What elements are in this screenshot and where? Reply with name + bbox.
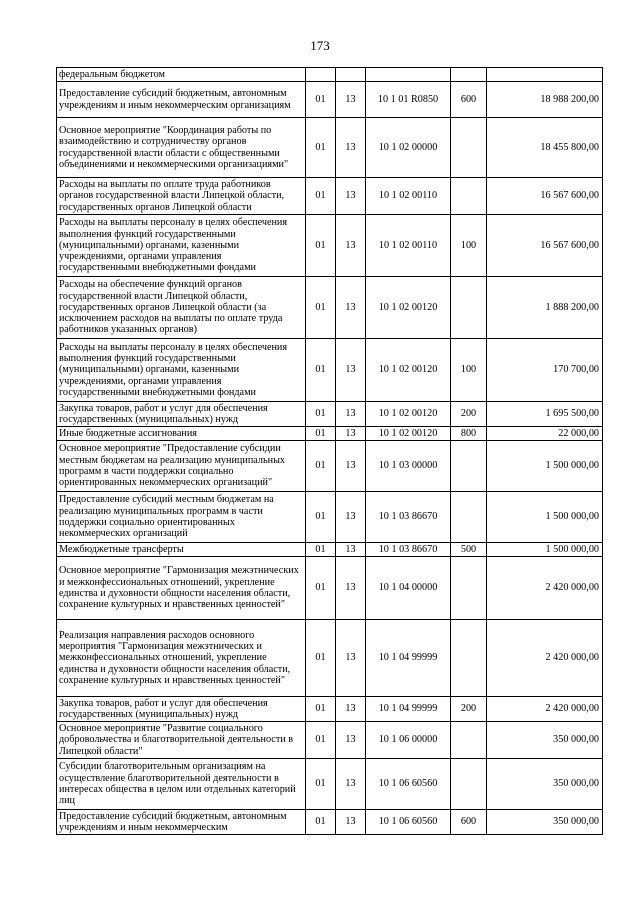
row-amount: 350 000,00: [487, 722, 603, 759]
row-name: Субсидии благотворительным организациям на осуществление благотворительной деятельности в интересах общества в целом или отдельных категорий лиц: [57, 759, 306, 810]
row-subsection: 13: [336, 759, 366, 810]
row-target-code: 10 1 06 60560: [366, 759, 451, 810]
row-expense-type: [451, 68, 487, 82]
row-section: 01: [306, 427, 336, 441]
row-target-code: 10 1 03 00000: [366, 441, 451, 492]
row-expense-type: [451, 441, 487, 492]
table-row: [57, 68, 603, 82]
row-section: 01: [306, 620, 336, 697]
row-subsection: 13: [336, 441, 366, 492]
row-amount: 1 500 000,00: [487, 492, 603, 543]
row-target-code: [366, 68, 451, 82]
row-amount: 1 500 000,00: [487, 543, 603, 557]
row-subsection: 13: [336, 810, 366, 835]
table-row: [57, 759, 603, 810]
table-row: [57, 557, 603, 620]
row-target-code: 10 1 04 00000: [366, 557, 451, 620]
row-section: 01: [306, 492, 336, 543]
row-subsection: 13: [336, 620, 366, 697]
row-section: 01: [306, 441, 336, 492]
row-amount: 22 000,00: [487, 427, 603, 441]
row-target-code: 10 1 06 60560: [366, 810, 451, 835]
row-section: 01: [306, 178, 336, 215]
row-expense-type: [451, 118, 487, 178]
table-row: [57, 722, 603, 759]
row-name: Расходы на выплаты по оплате труда работников органов государственной власти Липецкой области, государственных органов Липецкой области: [57, 178, 306, 215]
row-target-code: 10 1 04 99999: [366, 697, 451, 722]
row-expense-type: 600: [451, 82, 487, 118]
row-name: Предоставление субсидий бюджетным, автономным учреждениям и иным некоммерческим организациям: [57, 82, 306, 118]
row-expense-type: 100: [451, 215, 487, 277]
row-name: Расходы на выплаты персоналу в целях обеспечения выполнения функций государственными (муниципальными) органами, казенными учреждениями, органами управления государственными внебюджетными фондами: [57, 215, 306, 277]
row-subsection: 13: [336, 697, 366, 722]
table-row: [57, 215, 603, 277]
row-name: Реализация направления расходов основного мероприятия "Гармонизация межэтнических и межконфессиональных отношений, укрепление единства и духовности общности населения области, сохранение культурных и нравственных ценностей": [57, 620, 306, 697]
row-name: федеральным бюджетом: [57, 68, 306, 82]
row-section: 01: [306, 339, 336, 402]
row-section: 01: [306, 215, 336, 277]
row-section: 01: [306, 557, 336, 620]
table-row: [57, 277, 603, 339]
row-amount: 1 500 000,00: [487, 441, 603, 492]
row-amount: 1 695 500,00: [487, 402, 603, 427]
row-name: Основное мероприятие "Развитие социального добровольчества и благотворительной деятельности в Липецкой области": [57, 722, 306, 759]
row-name: Основное мероприятие "Предоставление субсидии местным бюджетам на реализацию муниципальных программ в части поддержки социально ориентированных некоммерческих организаций": [57, 441, 306, 492]
row-expense-type: [451, 722, 487, 759]
row-name: Закупка товаров, работ и услуг для обеспечения государственных (муниципальных) нужд: [57, 402, 306, 427]
row-target-code: 10 1 04 99999: [366, 620, 451, 697]
row-name: Предоставление субсидий местным бюджетам на реализацию муниципальных программ в части поддержки социально ориентированных некоммерческих организаций: [57, 492, 306, 543]
table-row: [57, 810, 603, 835]
row-expense-type: [451, 492, 487, 543]
table-row: [57, 697, 603, 722]
table-row: [57, 118, 603, 178]
row-name: Расходы на обеспечение функций органов государственной власти Липецкой области, государственных органов Липецкой области (за исключением расходов на выплаты по оплате труда работников указанных органов): [57, 277, 306, 339]
row-expense-type: 100: [451, 339, 487, 402]
row-amount: 2 420 000,00: [487, 557, 603, 620]
row-section: 01: [306, 543, 336, 557]
row-subsection: 13: [336, 178, 366, 215]
row-target-code: 10 1 01 R0850: [366, 82, 451, 118]
page-number: 173: [310, 38, 330, 53]
row-section: 01: [306, 82, 336, 118]
row-amount: [487, 68, 603, 82]
budget-table: [56, 67, 603, 835]
row-section: 01: [306, 759, 336, 810]
row-section: 01: [306, 722, 336, 759]
table-row: [57, 82, 603, 118]
row-expense-type: 200: [451, 697, 487, 722]
table-row: [57, 492, 603, 543]
row-expense-type: [451, 277, 487, 339]
row-subsection: 13: [336, 557, 366, 620]
row-section: 01: [306, 697, 336, 722]
row-name: Основное мероприятие "Гармонизация межэтнических и межконфессиональных отношений, укрепление единства и духовности общности населения области, сохранение культурных и нравственных ценностей": [57, 557, 306, 620]
row-amount: 2 420 000,00: [487, 620, 603, 697]
row-subsection: 13: [336, 277, 366, 339]
table-row: [57, 427, 603, 441]
row-name: Основное мероприятие "Координация работы по взаимодействию и сотрудничеству органов государственной власти области с общественными объединениями и некоммерческими организациями": [57, 118, 306, 178]
row-section: 01: [306, 810, 336, 835]
row-section: [306, 68, 336, 82]
row-section: 01: [306, 277, 336, 339]
row-expense-type: 800: [451, 427, 487, 441]
row-expense-type: [451, 759, 487, 810]
row-expense-type: 200: [451, 402, 487, 427]
row-subsection: 13: [336, 82, 366, 118]
row-subsection: 13: [336, 492, 366, 543]
row-amount: 170 700,00: [487, 339, 603, 402]
row-target-code: 10 1 02 00110: [366, 178, 451, 215]
row-name: Иные бюджетные ассигнования: [57, 427, 306, 441]
row-subsection: 13: [336, 427, 366, 441]
row-subsection: 13: [336, 215, 366, 277]
row-subsection: 13: [336, 402, 366, 427]
table-row: [57, 339, 603, 402]
row-target-code: 10 1 02 00000: [366, 118, 451, 178]
table-row: [57, 620, 603, 697]
table-row: [57, 178, 603, 215]
row-target-code: 10 1 02 00120: [366, 277, 451, 339]
table-row: [57, 402, 603, 427]
row-target-code: 10 1 02 00120: [366, 402, 451, 427]
row-subsection: 13: [336, 543, 366, 557]
row-expense-type: [451, 178, 487, 215]
row-section: 01: [306, 118, 336, 178]
row-expense-type: [451, 620, 487, 697]
table-row: [57, 543, 603, 557]
row-target-code: 10 1 02 00120: [366, 339, 451, 402]
row-name: Закупка товаров, работ и услуг для обеспечения государственных (муниципальных) нужд: [57, 697, 306, 722]
row-amount: 18 455 800,00: [487, 118, 603, 178]
row-subsection: [336, 68, 366, 82]
row-target-code: 10 1 03 86670: [366, 543, 451, 557]
row-amount: 2 420 000,00: [487, 697, 603, 722]
row-amount: 1 888 200,00: [487, 277, 603, 339]
row-expense-type: [451, 557, 487, 620]
row-subsection: 13: [336, 339, 366, 402]
row-target-code: 10 1 02 00120: [366, 427, 451, 441]
row-name: Межбюджетные трансферты: [57, 543, 306, 557]
row-target-code: 10 1 02 00110: [366, 215, 451, 277]
row-amount: 350 000,00: [487, 759, 603, 810]
row-target-code: 10 1 06 00000: [366, 722, 451, 759]
table-row: [57, 441, 603, 492]
row-section: 01: [306, 402, 336, 427]
row-expense-type: 600: [451, 810, 487, 835]
row-amount: 16 567 600,00: [487, 178, 603, 215]
row-subsection: 13: [336, 118, 366, 178]
row-amount: 350 000,00: [487, 810, 603, 835]
row-subsection: 13: [336, 722, 366, 759]
row-name: Расходы на выплаты персоналу в целях обеспечения выполнения функций государственными (муниципальными) органами, казенными учреждениями, органами управления государственными внебюджетными фондами: [57, 339, 306, 402]
row-amount: 16 567 600,00: [487, 215, 603, 277]
row-amount: 18 988 200,00: [487, 82, 603, 118]
row-name: Предоставление субсидий бюджетным, автономным учреждениям и иным некоммерческим: [57, 810, 306, 835]
row-target-code: 10 1 03 86670: [366, 492, 451, 543]
row-expense-type: 500: [451, 543, 487, 557]
